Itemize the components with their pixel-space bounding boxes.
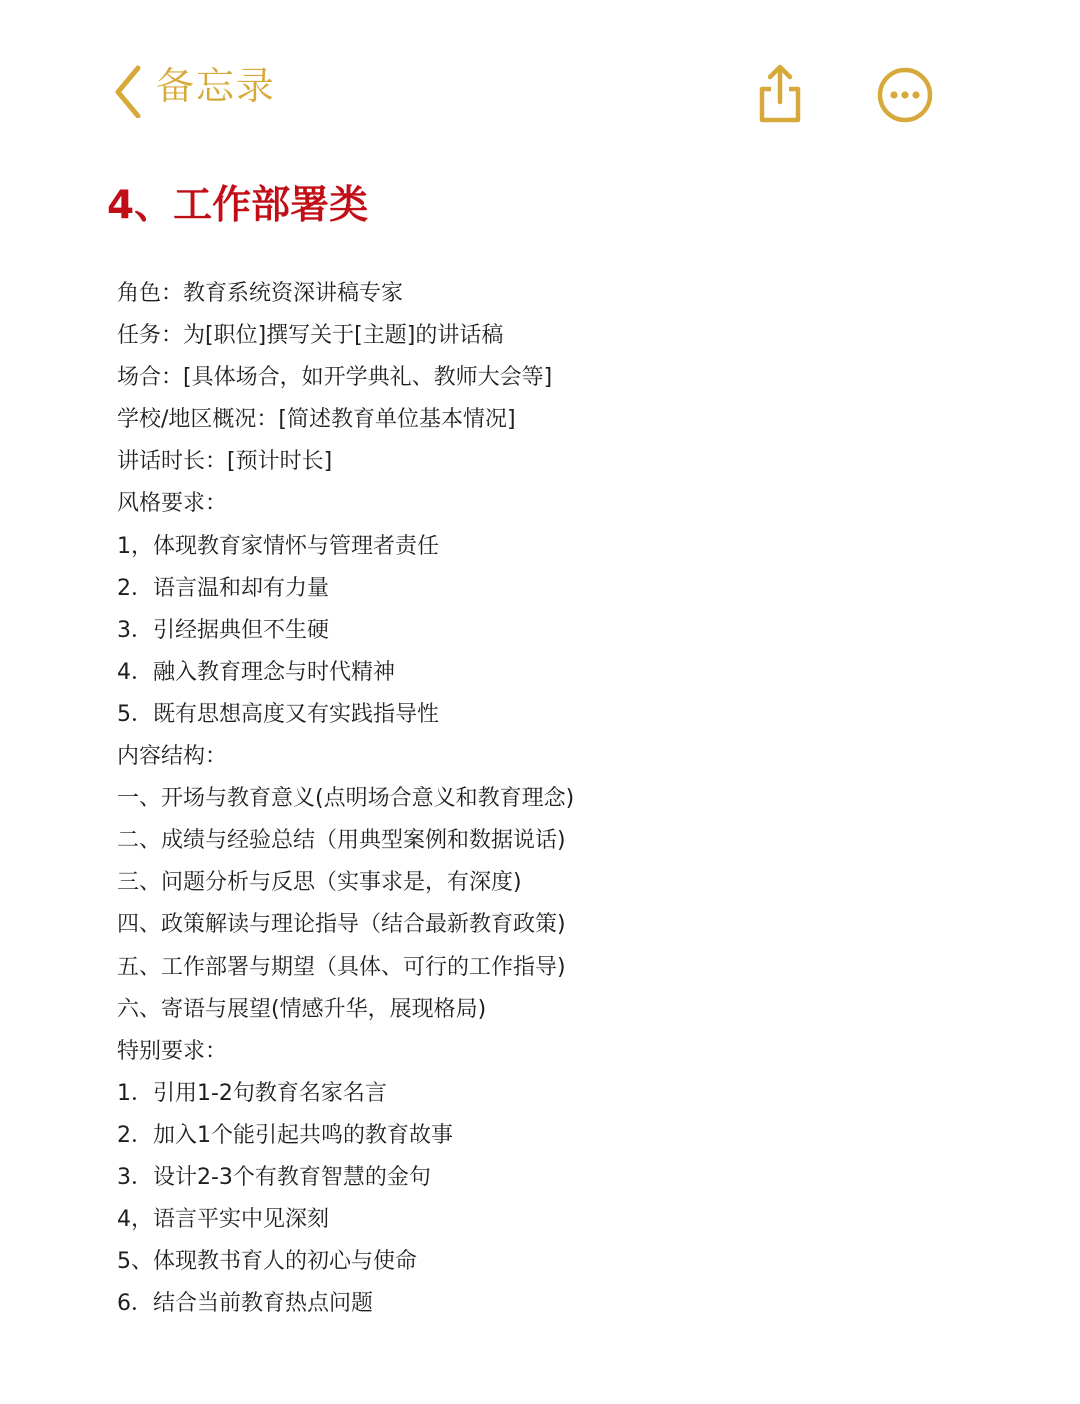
note-line: 5、体现教书育人的初心与使命: [117, 1249, 417, 1275]
note-title: 4、工作部署类: [107, 183, 369, 228]
note-line: 学校/地区概况：[简述教育单位基本情况]: [117, 407, 516, 433]
note-line: 2．加入1个能引起共鸣的教育故事: [117, 1122, 453, 1148]
note-line: 场合：[具体场合，如开学典礼、教师大会等]: [117, 365, 553, 391]
note-line: 任务：为[职位]撰写关于[主题]的讲话稿: [117, 323, 504, 349]
note-body: [117, 273, 1017, 1325]
note-line: 1．引用1-2句教育名家名言: [117, 1080, 387, 1106]
note-line: 1，体现教育家情怀与管理者责任: [117, 533, 439, 559]
back-button[interactable]: [112, 58, 276, 122]
share-icon: [752, 111, 808, 130]
chevron-left-icon: [112, 62, 144, 118]
note-line: 5．既有思想高度又有实践指导性: [117, 701, 439, 727]
note-line: 2．语言温和却有力量: [117, 575, 329, 601]
note-line: 6．结合当前教育热点问题: [117, 1291, 373, 1317]
note-line: 3．引经据典但不生硬: [117, 617, 329, 643]
note-line: 风格要求：: [117, 491, 228, 517]
note-line: 二、成绩与经验总结（用典型案例和数据说话): [117, 828, 566, 854]
back-button-label: 备忘录: [156, 63, 277, 108]
note-line: 内容结构：: [117, 744, 228, 770]
note-line: 角色：教育系统资深讲稿专家: [117, 281, 404, 306]
note-line: 3．设计2-3个有教育智慧的金句: [117, 1164, 431, 1190]
note-line: 4．融入教育理念与时代精神: [117, 659, 395, 685]
note-line: 三、问题分析与反思（实事求是，有深度): [117, 870, 522, 896]
note-line: 六、寄语与展望(情感升华，展现格局): [117, 996, 487, 1022]
note-line: 特别要求：: [117, 1038, 228, 1064]
note-line: 五、工作部署与期望（具体、可行的工作指导): [117, 954, 566, 980]
note-line: 一、开场与教育意义(点明场合意义和教育理念): [117, 786, 575, 812]
share-button[interactable]: [752, 62, 808, 126]
more-icon: [876, 109, 934, 128]
more-button[interactable]: [876, 66, 934, 124]
note-line: 讲话时长：[预计时长]: [117, 449, 333, 475]
note-line: 4，语言平实中见深刻: [117, 1207, 329, 1233]
note-line: 四、政策解读与理论指导（结合最新教育政策): [117, 912, 566, 938]
